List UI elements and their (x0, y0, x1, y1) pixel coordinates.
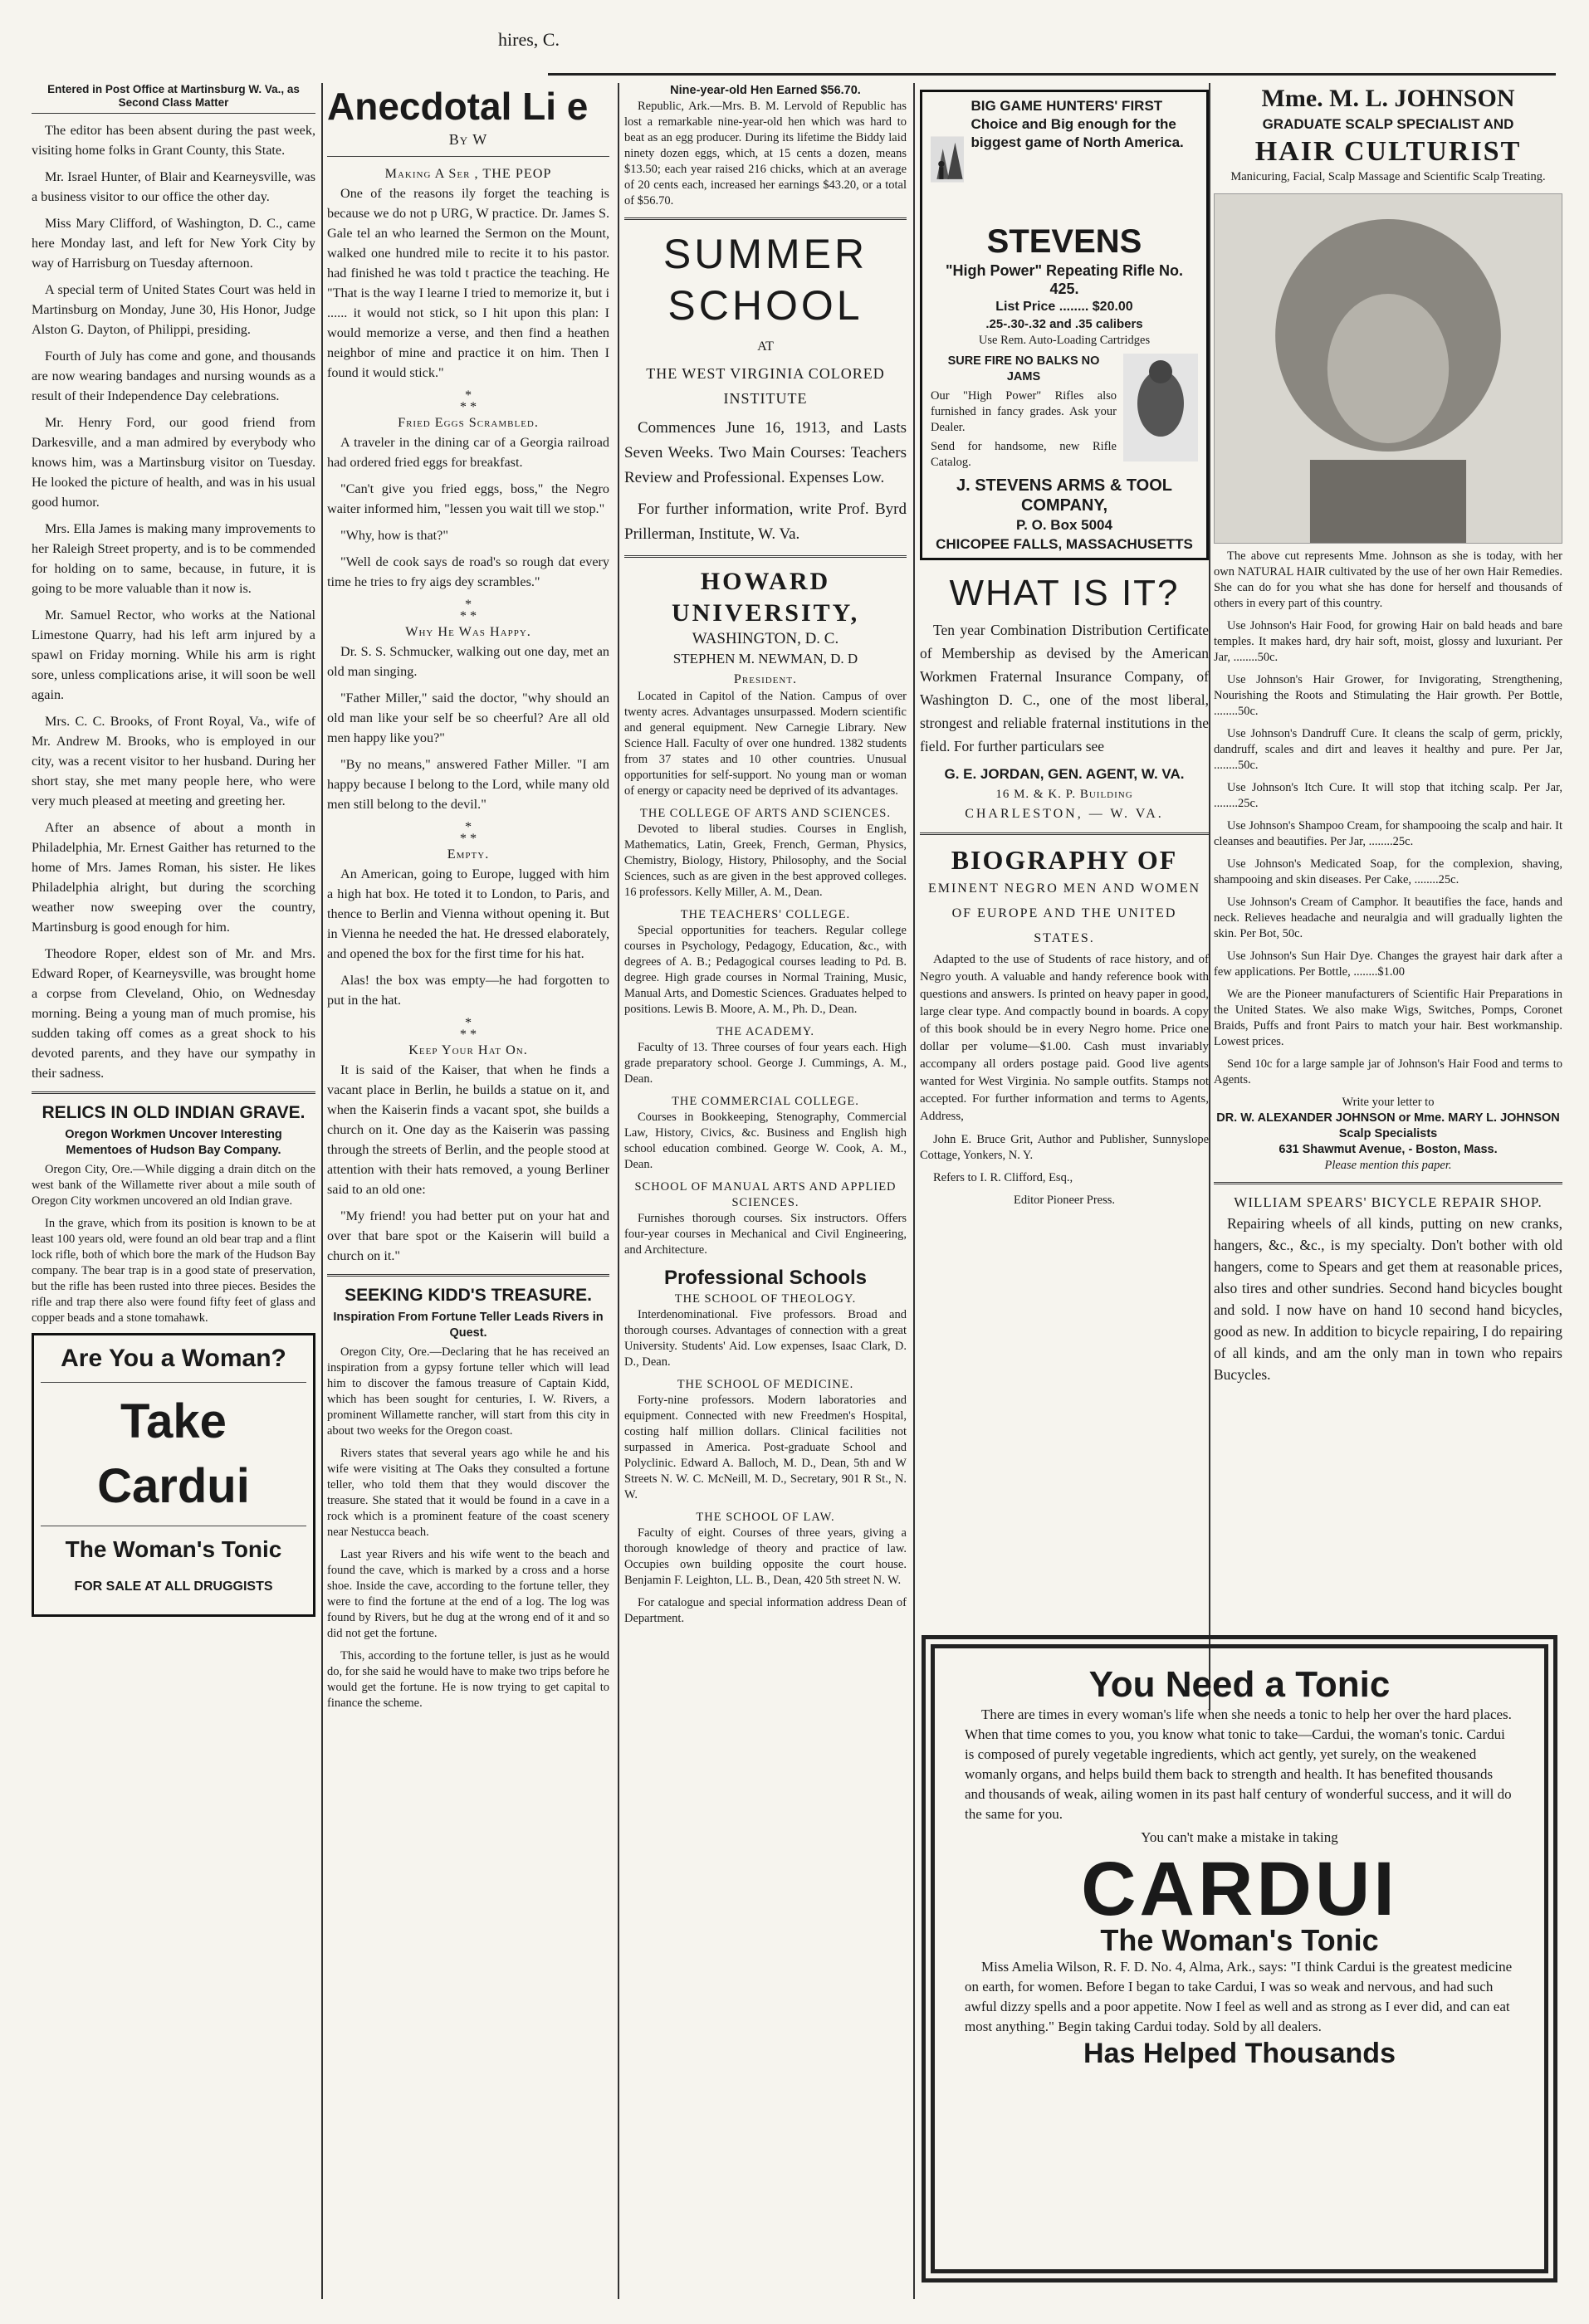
summer-details: Commences June 16, 1913, and Lasts Seven Weeks. Two Main Courses: Teachers Review and Professional. Expenses Low. (624, 419, 907, 486)
news-item: Theodore Roper, eldest son of Mr. and Mrs. Edward Roper, of Kearneysville, was brought home a corpse from Cleveland, Ohio, on Wednesday morning. Being a young man of much promise, his sudden taking off comes as a great shock to his devoted parents, and they have our sympathy in their sadness. (32, 946, 315, 1081)
kidd-paragraph: Rivers states that several years ago while he and his wife were visiting at The Oaks they consulted a fortune teller, who told them that they would discover the treasure. She stated that it would be found in a cave in a rock which is a prominent feature of the coast scenery near Nestucca beach. (327, 1447, 609, 1539)
anecdote-paragraph: It is said of the Kaiser, that when he finds a vacant place in Berlin, he builds a statue on it, and when the Kaiserin finds a vacant spot, she builds a church on it. One day as the Kaiserin was passing through the streets of Berlin, and the people stood at attention with their hats removed, a young Berliner said to an old one: (327, 1062, 609, 1197)
stevens-cartridges: Use Rem. Auto-Loading Cartridges (978, 334, 1151, 347)
what-is-it-paragraph: Ten year Combination Distribution Certificate of Membership as devised by the American Workmen Fraternal Insurance Company, of Washington D. C., one of the most liberal, strongest and reliable fraternal institutions in the field. For further particulars see (920, 622, 1209, 754)
anecdote-paragraph: "Can't give you fried eggs, boss," the Negro waiter informed him, "lessen you wait till we stop." (327, 481, 609, 516)
news-item: Miss Mary Clifford, of Washington, D. C., came here Monday last, and left for New York City by way of Harrisburg on Tuesday afternoon. (32, 216, 315, 271)
howard-paragraph: Located in Capitol of the Nation. Campus of over twenty acres. Advantages unsurpassed. Modern scientific and general equipment. New Carnegie Library. New Science Hall. Faculty of over one hundred. 1382 students from 37 states and 10 other countries. Unusual opportunities for self-support. No young man or woman of energy or capacity need be deprived of its advantages. (624, 690, 907, 798)
summer-institute: THE WEST VIRGINIA COLORED INSTITUTE (646, 365, 885, 407)
howard-title: HOWARD UNIVERSITY, (671, 568, 860, 627)
school-paragraph: Courses in Bookkeeping, Stenography, Commercial Law, History, Civics, &c. Business and English high school education combined. George W. Cook, A. M., Dean. (624, 1111, 907, 1171)
anecdote-paragraph: "Why, how is that?" (340, 528, 448, 543)
school-paragraph: Interdenominational. Five professors. Broad and thorough courses. Advantages of connection with a great University. Students' Aid. Low expenses, Isaac Clark, D. D., Dean. (624, 1308, 907, 1369)
divider (327, 156, 609, 157)
professional-schools-heading: Professional Schools (663, 1267, 868, 1289)
school-heading: THE SCHOOL OF LAW. (696, 1511, 835, 1524)
hen-paragraph: Republic, Ark.—Mrs. B. M. Lervold of Republic has lost a remarkable nine-year-old hen which was hard to beat as an egg producer. During its lifetime the Biddy laid ninety dozen eggs, which, at 15 cents a dozen, means $13.50; each year raised 216 chicks, which at an average of 20 cents each, increased her earnings $43.20, or a total of $56.70. (624, 100, 907, 208)
school-heading: SCHOOL OF MANUAL ARTS AND APPLIED SCIENCES. (634, 1180, 897, 1209)
anecdote-paragraph: "By no means," answered Father Miller. "I am happy because I belong to the Lord, while many old men still belong to the devil." (327, 757, 609, 812)
separator-ornament: * * * (459, 597, 477, 623)
johnson-product: Use Johnson's Medicated Soap, for the complexion, shaving, shampooing and skin diseases. Per Cake, ........25c. (1214, 857, 1562, 886)
anecdote-paragraph: "Well de cook says de road's so rough dat every time he tries to fry aigs dey scrambles." (327, 554, 609, 589)
column-anecdotes (327, 83, 609, 2299)
stevens-grades: Our "High Power" Rifles also furnished in fancy grades. Ask your Dealer. (931, 389, 1117, 434)
anecdote-paragraph: One of the reasons ily forget the teaching is because we do not p URG, W practice. Dr. James S. Gale tel an who learned the Sermon on the Mount, walked one hundred mile to recite it to his pastor. had finished he was told t practice the teaching. He "That is the way I learne I tried to memorize it, but i ...... it would not stick, so I hit upon this plan: I would memorize a verse, and then find a heathen neighbor of mine and practice it on him. Then I found it would stick." (327, 186, 609, 380)
column-rule (1209, 83, 1210, 1710)
anecdotal-byline: By W (448, 131, 488, 148)
separator-ornament: * * * (459, 388, 477, 414)
divider (32, 1091, 315, 1094)
summer-contact: For further information, write Prof. Byrd Prillerman, Institute, W. Va. (624, 500, 907, 543)
ad-womans-tonic: The Woman's Tonic (65, 1536, 282, 1562)
ad-take-cardui: Take Cardui (97, 1394, 250, 1513)
school-paragraph: Special opportunities for teachers. Regular college courses in Psychology, Pedagogy, Education, &c., with degrees of A. B.; Pedagogical courses leading to Pd. B. degree. High grade courses in Normal Training, Music, Manual Arts, and Domestic Sciences. Graduates helped to positions. Lewis B. Moore, A. M., Ph. D., Dean. (624, 924, 907, 1016)
anecdote-heading: Keep Your Hat On. (408, 1042, 528, 1057)
biography-editor: Editor Pioneer Press. (1013, 1194, 1116, 1207)
divider (1214, 1182, 1562, 1184)
stevens-headline: BIG GAME HUNTERS' FIRST Choice and Big enough for the biggest game of North America. (971, 98, 1184, 150)
bear-illustration-icon (1123, 354, 1198, 461)
page-folio: hires, C. (498, 29, 560, 50)
anecdotal-title: Anecdotal Li e (327, 85, 589, 128)
johnson-product: Use Johnson's Cream of Camphor. It beautifies the face, hands and neck. Relieves headache and neuralgia and will gradually lighten the skin. Per Bot, 50c. (1214, 896, 1562, 940)
johnson-name: Mme. M. L. JOHNSON (1261, 85, 1515, 112)
divider (624, 217, 907, 220)
stevens-box: P. O. Box 5004 (1016, 517, 1112, 533)
divider (920, 832, 1209, 835)
anecdote-paragraph: "My friend! you had better put on your hat and over that bare spot or the Kaiserin will build a church on it." (327, 1208, 609, 1263)
news-item: A special term of United States Court was held in Martinsburg on Monday, June 30, His Honor, Judge Alston G. Dayton, of Philippi, presiding. (32, 282, 315, 337)
stevens-calibers: .25-.30-.32 and .35 calibers (985, 317, 1143, 331)
johnson-product: Use Johnson's Hair Food, for growing Hair on bald heads and bare temples. It makes hard, dry hair soft, moist, glossy and luxuriant. Per Jar, ........50c. (1214, 619, 1562, 664)
stevens-price: List Price ........ $20.00 (995, 300, 1133, 314)
column-johnson-ad (1214, 83, 1562, 1710)
anecdote-heading: Empty. (447, 847, 490, 862)
news-item: The editor has been absent during the past week, visiting home folks in Grant County, this State. (32, 123, 315, 158)
school-heading: THE ACADEMY. (716, 1025, 815, 1038)
summer-title: SUMMER (662, 231, 868, 277)
divider (41, 1382, 306, 1383)
school-title: SCHOOL (667, 282, 863, 329)
johnson-portrait (1214, 193, 1562, 544)
anecdote-paragraph: "Father Miller," said the doctor, "why should an old man like your self be so cheerful? Are all old men happy like you?" (327, 691, 609, 745)
anecdote-heading: Fried Eggs Scrambled. (398, 415, 539, 430)
cardui-small-ad (32, 1333, 315, 1617)
kidd-paragraph: Last year Rivers and his wife went to the beach and found the cave, which is marked by a cross and a horse shoe. Inside the cave, according to the fortune teller, they were to find the fortune at the end of a log. The log was found by Rivers, but he dug at the wrong end of it and so did not get the fortune. (327, 1548, 609, 1640)
header-rule (548, 73, 1556, 76)
agent-building: 16 M. & K. P. Building (995, 788, 1133, 801)
biography-subtitle: EMINENT NEGRO MEN AND WOMEN OF EUROPE AND THE UNITED STATES. (927, 881, 1201, 945)
stevens-brand: STEVENS (986, 223, 1142, 260)
column-ads (920, 83, 1209, 1710)
johnson-mention: Please mention this paper. (1324, 1159, 1452, 1172)
column-rule (618, 83, 619, 2299)
tonic-womans-tonic: The Woman's Tonic (1100, 1923, 1379, 1957)
what-is-it-title: WHAT IS IT? (949, 573, 1180, 613)
biography-refers: Refers to I. R. Clifford, Esq., (933, 1171, 1073, 1184)
school-paragraph: For catalogue and special information address Dean of Department. (624, 1596, 907, 1625)
johnson-doctor: DR. W. ALEXANDER JOHNSON or Mme. MARY L. JOHNSON Scalp Specialists (1216, 1111, 1560, 1140)
school-heading: THE SCHOOL OF THEOLOGY. (674, 1292, 857, 1306)
agent-city: CHARLESTON, — W. VA. (965, 807, 1164, 821)
column-rule (321, 83, 323, 2299)
separator-ornament: * * * (459, 1015, 477, 1042)
ad-for-sale: FOR SALE AT ALL DRUGGISTS (74, 1579, 273, 1594)
school-heading: THE COLLEGE OF ARTS AND SCIENCES. (639, 807, 891, 820)
kidd-paragraph: Oregon City, Ore.—Declaring that he has received an inspiration from a gypsy fortune teller which will lead him to discover the famous treasure of Captain Kidd, which has been sought for centuries, I. W. Rivers, a prominent Willamette rancher, will start from this city in about two weeks for the Oregon coast. (327, 1345, 609, 1438)
column-schools (624, 83, 907, 2299)
johnson-product: Use Johnson's Shampoo Cream, for shampooing the scalp and hair. It cleanses and beautifies. Per Jar, ........25c. (1214, 819, 1562, 848)
portrait-icon (1215, 194, 1562, 543)
tonic-paragraph: There are times in every woman's life when she needs a tonic to help her over the hard places. When that time comes to you, you know what tonic to take—Cardui, the woman's tonic. Cardui is composed of purely vegetable ingredients, which act gently, yet surely, on the weakened womanly organs, and helps build them back to strength and health. It has benefited thousands and thousands of weak, ailing women in its past half century of wonderful success, and it will do the same for you. (965, 1706, 1512, 1822)
school-heading: THE SCHOOL OF MEDICINE. (677, 1378, 854, 1391)
cardui-tonic-ad (922, 1635, 1557, 2282)
kidd-paragraph: This, according to the fortune teller, is just as he would do, for she said he would have to make two trips before he would get the fortune. He is now trying to get capital to finance the scheme. (327, 1649, 609, 1710)
kidd-headline: SEEKING KIDD'S TREASURE. (345, 1286, 592, 1305)
relics-subhead: Oregon Workmen Uncover Interesting Mementoes of Hudson Bay Company. (65, 1128, 282, 1157)
page-header (0, 0, 1589, 79)
anecdote-paragraph: A traveler in the dining car of a Georgia railroad had ordered fried eggs for breakfast. (327, 435, 609, 470)
news-item: Mrs. Ella James is making many improvements to her Raleigh Street property, and is to be commended for holding on to same, because, in future, it is going to be more valuable than it now is. (32, 521, 315, 596)
stevens-model: "High Power" Repeating Rifle No. 425. (945, 262, 1184, 297)
anecdote-heading: Why He Was Happy. (405, 624, 531, 639)
news-item: Mrs. C. C. Brooks, of Front Royal, Va., wife of Mr. Andrew M. Brooks, who is employed in our city, was a recent visitor to her husband. During her short stay, she met many people here, who were very much pleased at meeting and greeting her. (32, 714, 315, 808)
anecdote-paragraph: An American, going to Europe, lugged with him a high hat box. He toted it to London, to Paris, and thence to Berlin and Vienna without opening it. But in Vienna he needed the hat. He dressed elaborately, and opened the box for the first time for his hat. (327, 867, 609, 961)
anecdote-paragraph: Dr. S. S. Schmucker, walking out one day, met an old man singing. (327, 644, 609, 679)
news-item: Mr. Israel Hunter, of Blair and Kearneysville, was a business visitor to our office the other day. (32, 169, 315, 204)
school-heading: THE TEACHERS' COLLEGE. (680, 908, 851, 921)
kidd-subhead: Inspiration From Fortune Teller Leads Rivers in Quest. (333, 1311, 604, 1340)
tonic-title: You Need a Tonic (1088, 1664, 1391, 1705)
anecdote-paragraph: Alas! the box was empty—he had forgotten to put in the hat. (327, 973, 609, 1008)
school-paragraph: Forty-nine professors. Modern laboratories and equipment. Connected with new Freedmen's Hospital, costing half million dollars. Clinical facilities not surpassed in America. Post-graduate School and Polyclinic. Edward A. Balloch, M. D., Dean, 5th and W Streets N. W. C. McNeill, M. D., Secretary, 901 R St., N. W. (624, 1394, 907, 1501)
johnson-paragraph: We are the Pioneer manufacturers of Scientific Hair Preparations in the United States. We also make Wigs, Switches, Pomps, Coronet Braids, Puffs and front Pairs to match your hair. Best workmanship. Lowest prices. (1214, 988, 1562, 1048)
ad-question: Are You a Woman? (61, 1345, 286, 1372)
spears-paragraph: Repairing wheels of all kinds, putting on new cranks, hangers, &c., &c., is my specialty. Don't bother with old hangers, come to Spears and get them at reasonable prices, also tires and other sundries. Second hand bicycles bought and sold. I now have on hand 10 second hand bicycles, good as new. In addition to bicycle repairing, I do repairing of all kinds, and am the only man in town who repairs Bucycles. (1214, 1215, 1562, 1383)
johnson-product: Use Johnson's Dandruff Cure. It cleans the scalp of germ, prickly, dandruff, scales and dirt and leaves it healthy and pure. Per Jar, ........50c. (1214, 727, 1562, 772)
divider (327, 1274, 609, 1277)
biography-address: John E. Bruce Grit, Author and Publisher, Sunnyslope Cottage, Yonkers, N. Y. (920, 1133, 1209, 1162)
howard-city: WASHINGTON, D. C. (692, 630, 839, 647)
johnson-write: Write your letter to (1342, 1096, 1435, 1109)
howard-president-name: STEPHEN M. NEWMAN, D. D (672, 651, 858, 666)
school-paragraph: Faculty of 13. Three courses of four years each. High grade preparatory school. George J. Cummings, A. M., Dean. (624, 1041, 907, 1086)
divider (624, 555, 907, 558)
biography-paragraph: Adapted to the use of Students of race history, and of Negro youth. A valuable and handy reference book with questions and answers. Is printed on heavy paper in good, large clear type. And compactly bound in boards. A copy of this book should be in every Negro home. Price one dollar per volume—$1.00. Cash must invariably accompany all orders postage paid. Good live agents wanted for West Virginia. No sample outfits. Stamps not accepted. For further information and terms to Agents, Address, (920, 953, 1209, 1123)
school-paragraph: Devoted to liberal studies. Courses in English, Mathematics, Latin, Greek, French, German, Physics, Chemistry, Biology, History, Philosophy, and the Social Sciences, such as are given in the best approved colleges. 16 professors. Kelly Miller, A. M., Dean. (624, 823, 907, 899)
school-heading: THE COMMERCIAL COLLEGE. (672, 1095, 859, 1108)
tonic-mistake: You can't make a mistake in taking (1141, 1829, 1338, 1845)
tonic-testimonial: Miss Amelia Wilson, R. F. D. No. 4, Alma, Ark., says: "I think Cardui is the greatest medicine on earth, for women. Before I began to take Cardui, I was so weak and nervous, and had such awful dizzy spells and a poor appetite. Now I feel as well and as strong as I ever did, and can eat most anything." Begin taking Cardui today. Sold by all dealers. (965, 1959, 1513, 2034)
stevens-catalog: Send for handsome, new Rifle Catalog. (931, 440, 1117, 469)
relics-headline: RELICS IN OLD INDIAN GRAVE. (42, 1103, 306, 1122)
news-item: Mr. Samuel Rector, who works at the National Limestone Quarry, had his left arm injured by a spawl on Friday morning. While his arm is right sore, unless complications arise, it will soon be well again. (32, 608, 315, 702)
stevens-rifle-ad (920, 90, 1209, 560)
hen-headline: Nine-year-old Hen Earned $56.70. (670, 84, 861, 97)
news-item: Mr. Henry Ford, our good friend from Darkesville, and a man admired by everybody who knows him, was a Martinsburg visitor on Tuesday. He looked the picture of health, and was in his usual good humor. (32, 415, 315, 510)
agent-name: G. E. JORDAN, GEN. AGENT, W. VA. (944, 766, 1185, 782)
tonic-cardui: CARDUI (1081, 1847, 1398, 1931)
school-paragraph: Furnishes thorough courses. Six instructors. Offers four-year courses in Mechanical and Civil Engineering, and Architecture. (624, 1212, 907, 1257)
johnson-paragraph: Send 10c for a large sample jar of Johnson's Hair Food and terms to Agents. (1214, 1057, 1562, 1086)
anecdote-heading: Making A Ser , THE PEOP (384, 166, 552, 181)
school-paragraph: Faculty of eight. Courses of three years, giving a thorough knowledge of theory and practice of law. Occupies own building opposite the court house. Benjamin F. Leighton, LL. B., Dean, 420 5th street N. W. (624, 1526, 907, 1587)
stevens-company: J. STEVENS ARMS & TOOL COMPANY, (956, 476, 1173, 515)
news-item: Fourth of July has come and gone, and thousands are now wearing bandages and nursing wounds as a result of their Independence Day celebrations. (32, 349, 315, 403)
relics-paragraph: In the grave, which from its position is known to be at least 100 years old, were found an old bear trap and a flint lock rifle, both of which bore the mark of the Hudson Bay company. The bear trap is in a good state of preservation, but the rifle has been rusted into three pieces. Besides the rifle and trap there also were found fifty feet of glass and copper beads and a stone tomahawk. (32, 1217, 315, 1325)
johnson-services: Manicuring, Facial, Scalp Massage and Scientific Scalp Treating. (1230, 170, 1546, 183)
johnson-paragraph: The above cut represents Mme. Johnson as she is today, with her own NATURAL HAIR cultivated by the use of her own Hair Remedies. She can do for you what she has done for herself and thousands of others in every part of this country. (1214, 549, 1562, 610)
johnson-product: Use Johnson's Sun Hair Dye. Changes the grayest hair dark after a few applications. Per Bottle, ........$1.00 (1214, 950, 1562, 979)
news-item: After an absence of about a month in Philadelphia, Mr. Ernest Gaither has returned to the home of Mrs. James Roman, his sister. He likes Philadelphia alright, but during the scorching weather now sweeping over the country, Martinsburg is good enough for him. (32, 820, 315, 935)
relics-paragraph: Oregon City, Ore.—While digging a drain ditch on the west bank of the Willamette river about a mile south of Oregon City workmen uncovered an old Indian grave. (32, 1163, 315, 1208)
biography-title: BIOGRAPHY OF (951, 845, 1178, 875)
entry-notice: Entered in Post Office at Martinsburg W. Va., as Second Class Matter (32, 83, 315, 114)
johnson-product: Use Johnson's Hair Grower, for Invigorating, Strengthening, Nourishing the Roots and Stimulating the Hair growth. Per Bottle, ........50c. (1214, 673, 1562, 718)
spears-title: WILLIAM SPEARS' BICYCLE REPAIR SHOP. (1234, 1194, 1543, 1210)
stevens-location: CHICOPEE FALLS, MASSACHUSETTS (936, 536, 1193, 552)
column-rule (913, 83, 915, 2299)
stevens-sure-fire: SURE FIRE NO BALKS NO JAMS (947, 354, 1100, 383)
hunter-illustration-icon (931, 97, 964, 222)
johnson-hair-culturist: HAIR CULTURIST (1254, 136, 1522, 167)
johnson-address: 631 Shawmut Avenue, - Boston, Mass. (1279, 1143, 1498, 1156)
tonic-helped: Has Helped Thousands (1083, 2038, 1396, 2069)
separator-ornament: * * * (459, 819, 477, 846)
johnson-product: Use Johnson's Itch Cure. It will stop that itching scalp. Per Jar, ........25c. (1214, 781, 1562, 810)
column-local-news (32, 83, 315, 2299)
johnson-graduate: GRADUATE SCALP SPECIALIST AND (1262, 116, 1514, 132)
howard-president-label: President. (733, 671, 798, 686)
summer-at: AT (757, 339, 774, 354)
